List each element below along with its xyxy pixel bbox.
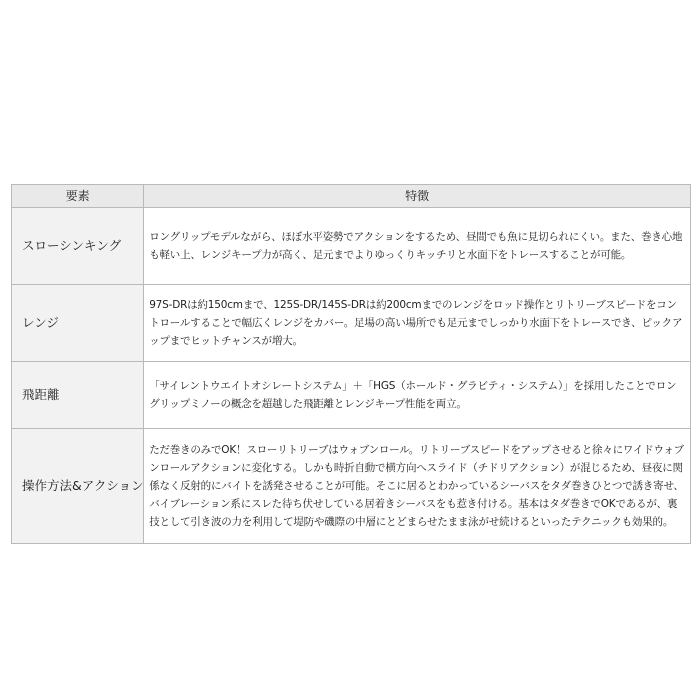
table-header-row — [12, 185, 691, 208]
header-feature: 特徴 — [144, 185, 691, 208]
row-value: ロングリップモデルながら、ほぼ水平姿勢でアクションをするため、昼間でも魚に見切られにくい。また、巻き心地も軽い上、レンジキープ力が高く、足元までよりゆっくりキッチリと水面下をトレースすることが可能。 — [144, 208, 691, 285]
row-value: 97S-DRは約150cmまで、125S-DR/145S-DRは約200cmまでのレンジをロッド操作とリトリーブスピードをコントロールすることで幅広くレンジをカバー。足場の高い場所でも足元までしっかり水面下をトレースでき、ピックアップまでヒットチャンスが増大。 — [144, 285, 691, 362]
row-value: 「サイレントウエイトオシレートシステム」＋「HGS（ホールド・グラビティ・システム）」を採用したことでロングリップミノーの概念を超越した飛距離とレンジキープ性能を両立。 — [144, 362, 691, 429]
table-row — [12, 429, 691, 544]
table-row — [12, 208, 691, 285]
row-key: レンジ — [12, 285, 144, 362]
header-element: 要素 — [12, 185, 144, 208]
row-key: 飛距離 — [12, 362, 144, 429]
row-key: スローシンキング — [12, 208, 144, 285]
row-value: ただ巻きのみでOK！スローリトリーブはウォブンロール。リトリーブスピードをアップさせると徐々にワイドウォブンロールアクションに変化する。しかも時折自動で横方向へスライド（チドリアクション）が混じるため、昼夜に関係なく反射的にバイトを誘発させることが可能。そこに居るとわかっているシーバスをタダ巻きひとつで誘き寄せ、バイブレーション系にスレた待ち伏せしている居着きシーバスをも惹き付ける。基本はタダ巻きでOKであるが、裏技として引き波の力を利用して堤防や磯際の中層にとどまらせたまま泳がせ続けるといったテクニックも効果的。 — [144, 429, 691, 544]
table-row — [12, 285, 691, 362]
table-row — [12, 362, 691, 429]
spec-table — [11, 184, 691, 544]
row-key: 操作方法&アクション — [12, 429, 144, 544]
